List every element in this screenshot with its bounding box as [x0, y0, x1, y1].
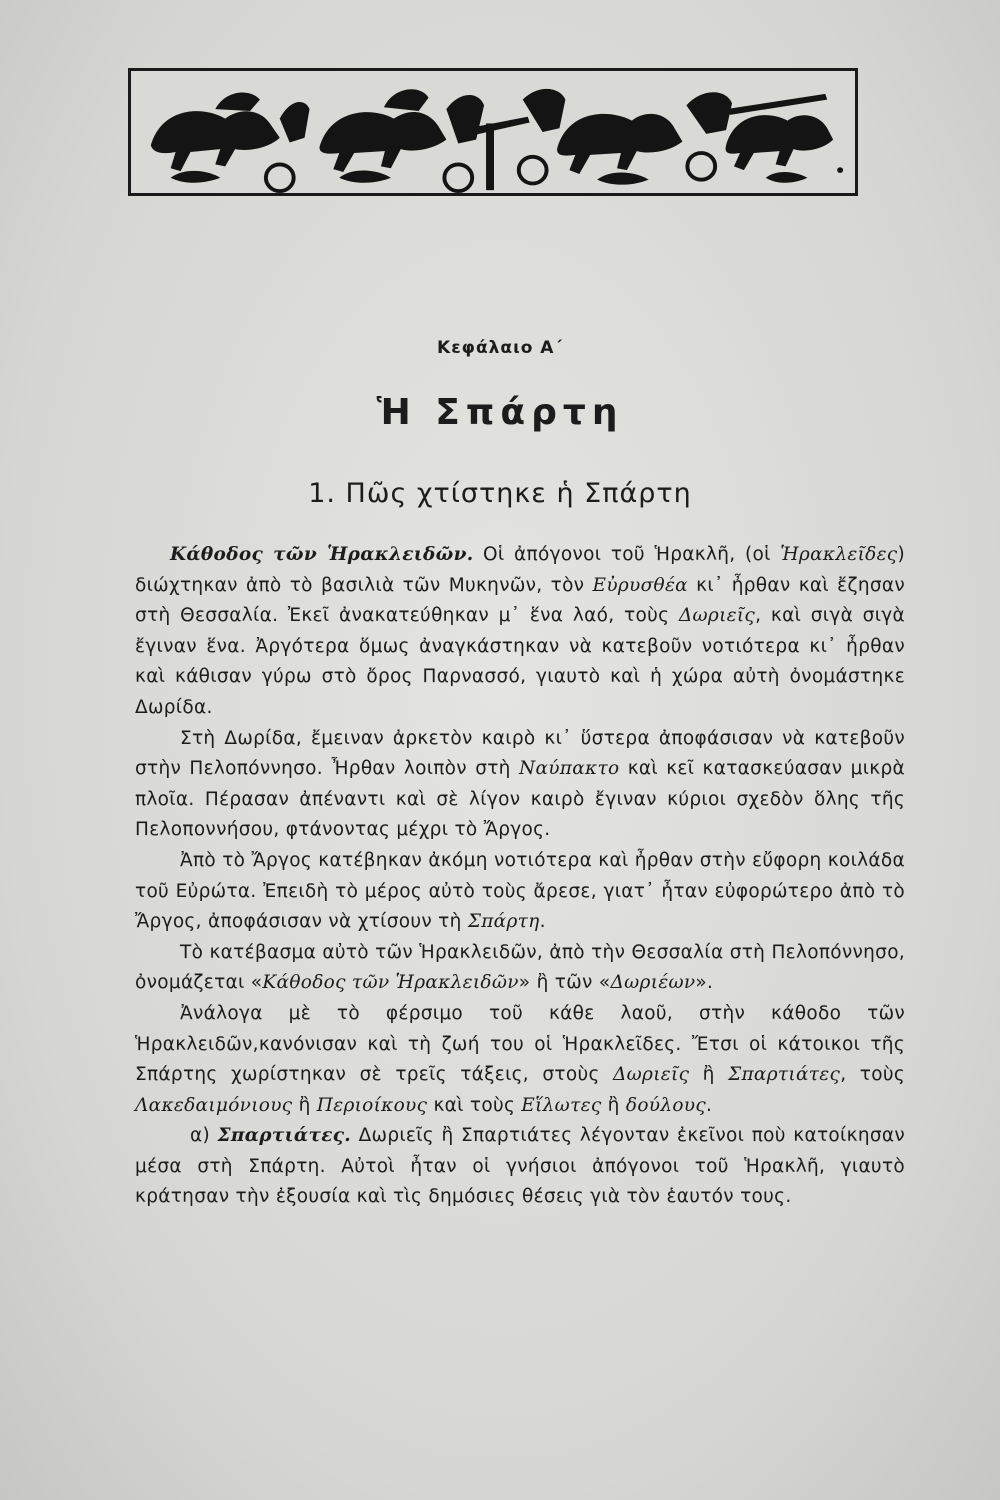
chariot-frieze-icon — [128, 68, 858, 196]
list-prefix: α) — [190, 1125, 218, 1147]
italic-term: Εἵλωτες — [521, 1094, 602, 1116]
paragraph-6 — [135, 1121, 905, 1213]
text-run: Τὸ κατέβασμα αὐτὸ τῶν Ἡρακλειδῶν, ἀπὸ τὴν Θεσσαλία στὴ Πελοπόννησο, ὀνομάζεται « — [135, 941, 905, 994]
paragraph-3 — [135, 846, 905, 938]
italic-term: Σπαρτιάτες — [728, 1064, 841, 1086]
text-run: καὶ κεῖ κατασκεύασαν μικρὰ πλοῖα. Πέρασαν ἀπέναντι καὶ σὲ λίγον καιρὸ ἔγιναν κύριοι σχεδὸν ὅλης τῆς Πελοποννήσου, φτάνοντας μέχρι τὸ Ἄργος. — [135, 758, 905, 841]
text-run: Ἀπὸ τὸ Ἄργος κατέβηκαν ἀκόμη νοτιότερα καὶ ἦρθαν στὴν εὔφορη κοιλάδα τοῦ Εὐρώτα. Ἐπειδὴ τὸ μέρος αὐτὸ τοὺς ἄρεσε, γιατ᾽ ἦταν εὐφορώτερο ἀπὸ τὸ Ἄργος, ἀποφάσισαν νὰ χτίσουν τὴ — [135, 849, 905, 933]
italic-term: Δωριεῖς — [613, 1064, 690, 1086]
italic-term: Σπάρτη — [467, 911, 540, 933]
page-title: Ἡ Σπάρτη — [376, 392, 624, 433]
text-run: ». — [695, 972, 714, 994]
text-run: Στὴ Δωρίδα, ἔμειναν ἀρκετὸν καιρὸ κι᾽ ὕστερα ἀποφάσισαν νὰ κατεβοῦν στὴν Πελοπόννησο. Ἦρθαν λοιπὸν στὴ — [135, 727, 905, 780]
paragraph-4 — [135, 938, 905, 999]
paragraph-heading: Σπαρτιάτες. — [217, 1125, 352, 1147]
text-run: » ἢ τῶν « — [518, 972, 611, 994]
italic-term: Κάθοδος τῶν Ἡρακλειδῶν — [262, 972, 519, 994]
text-run: ) διώχτηκαν ἀπὸ τὸ βασιλιὰ τῶν Μυκηνῶν, τὸν — [135, 544, 905, 596]
text-run: κι᾽ ἦρθαν καὶ ἔζησαν στὴ Θεσσαλία. Ἐκεῖ ἀνακατεύθηκαν μ᾽ ἕνα λαό, τοὺς — [135, 574, 905, 627]
text-run: , καὶ σιγὰ σιγὰ ἔγιναν ἕνα. Ἀργότερα ὅμως ἀναγκάστηκαν νὰ κατεβοῦν νοτιότερα κι᾽ ἦρθαν καὶ κάθισαν γύρω στὸ ὄρος Παρνασσό, γιαυτὸ καὶ ἡ χώρα αὐτὴ ὀνομάστηκε Δωρίδα. — [135, 605, 905, 718]
text-run: ἢ — [601, 1094, 626, 1116]
text-run: , τοὺς — [840, 1064, 905, 1086]
paragraph-5 — [135, 999, 905, 1121]
paragraph-heading: Κάθοδος τῶν Ἡρακλειδῶν. — [170, 544, 474, 565]
text-run: Δωριεῖς ἢ Σπαρτιάτες λέγονταν ἐκεῖνοι ποὺ κατοίκησαν μέσα στὴ Σπάρτη. Αὐτοὶ ἦταν οἱ γνήσιοι ἀπόγονοι τοῦ Ἡρακλῆ, γιαυτὸ κράτησαν τὴν ἐξουσία καὶ τὶς δημόσιες θέσεις γιὰ τὸν ἑαυτόν τους. — [135, 1125, 905, 1208]
italic-term: Εὐρυσθέα — [592, 574, 688, 596]
text-run: . — [705, 1094, 713, 1116]
body-text — [135, 540, 905, 1213]
text-run: . — [539, 911, 546, 933]
paragraph-2 — [135, 724, 905, 846]
italic-term: Δωριέων — [610, 972, 696, 994]
text-run: ἢ — [689, 1064, 729, 1086]
text-run: καὶ τοὺς — [427, 1094, 522, 1116]
text-run: Ἀνάλογα μὲ τὸ φέρσιμο τοῦ κάθε λαοῦ, στὴν κάθοδο τῶν Ἡρακλειδῶν,κανόνισαν καὶ τὴ ζωή του οἱ Ἡρακλεῖδες. Ἔτσι οἱ κάτοικοι τῆς Σπάρτης χωρίστηκαν σὲ τρεῖς τάξεις, στοὺς — [135, 1002, 905, 1086]
section-title: 1. Πῶς χτίστηκε ἡ Σπάρτη — [308, 478, 692, 509]
italic-term: Ναύπακτο — [518, 758, 620, 780]
italic-term: Λακεδαιμόνιους — [135, 1094, 293, 1116]
text-run: ἢ — [292, 1094, 317, 1116]
italic-term: Δωριεῖς — [678, 605, 756, 627]
italic-term: Περιοίκους — [316, 1094, 428, 1116]
italic-term: δούλους — [625, 1094, 706, 1116]
paragraph-1 — [135, 540, 905, 724]
text-run: Οἱ ἀπόγονοι τοῦ Ἡρακλῆ, (οἱ — [473, 544, 781, 565]
chapter-label: Κεφάλαιο Α΄ — [437, 338, 563, 358]
italic-term: Ἡρακλεῖδες — [780, 544, 898, 565]
